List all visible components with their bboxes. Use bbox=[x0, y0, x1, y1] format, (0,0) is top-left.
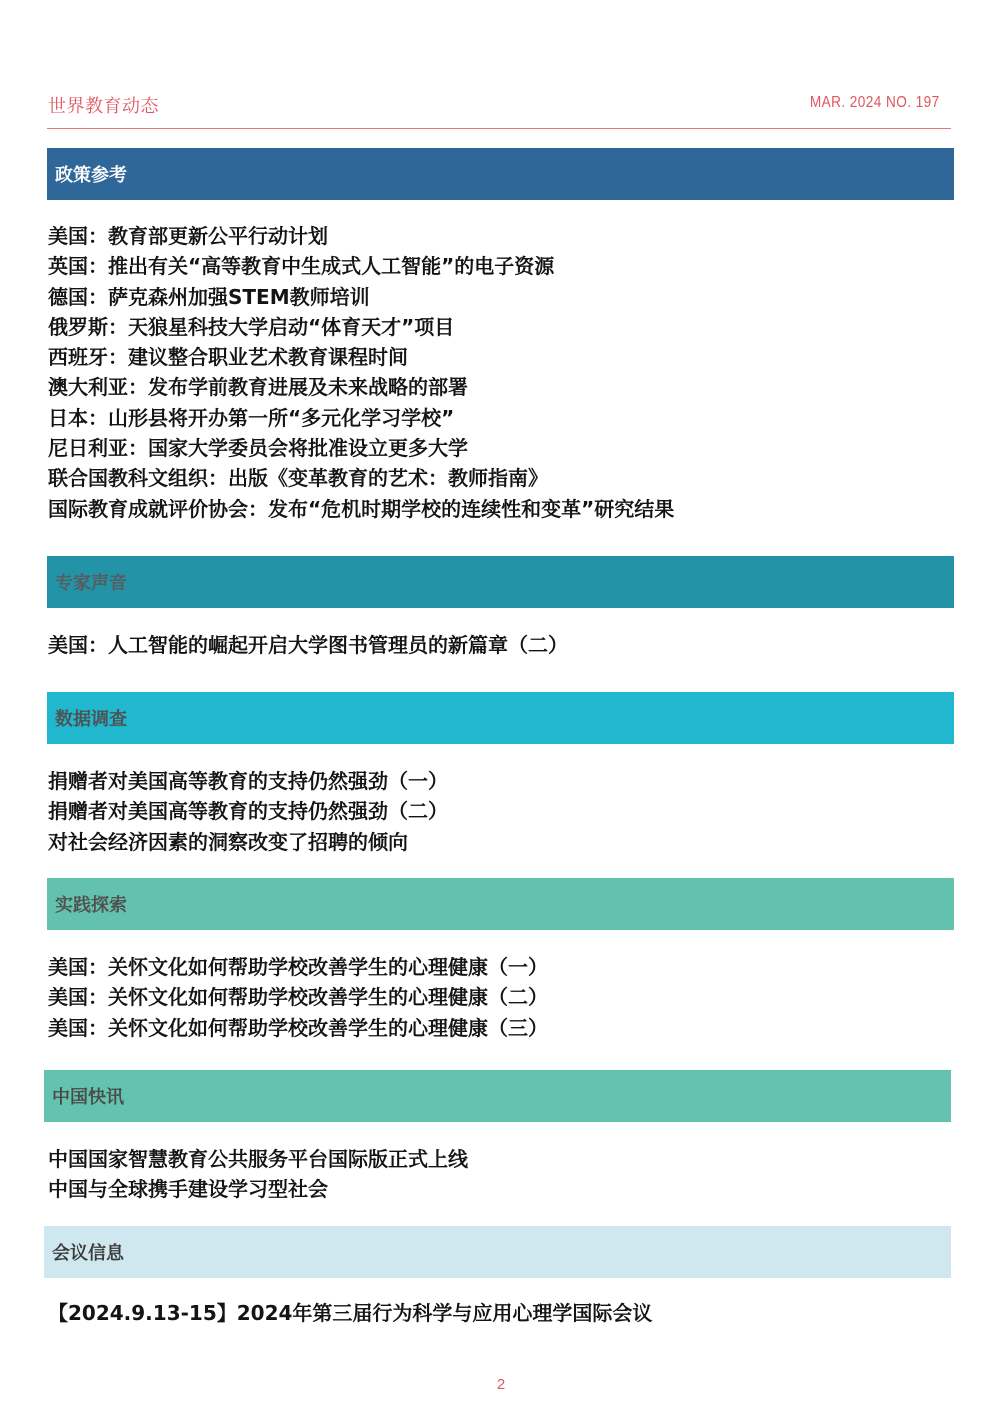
section-title-data: 数据调查 bbox=[55, 709, 127, 730]
toc-item[interactable]: 尼日利亚：国家大学委员会将批准设立更多大学 bbox=[48, 436, 468, 461]
toc-item[interactable]: 中国国家智慧教育公共服务平台国际版正式上线 bbox=[48, 1147, 468, 1171]
practice-list bbox=[48, 952, 548, 1043]
section-header-china bbox=[44, 1070, 951, 1122]
section-title-practice: 实践探索 bbox=[55, 895, 127, 916]
policy-list bbox=[48, 221, 674, 524]
toc-item[interactable]: 英国：推出有关“高等教育中生成式人工智能”的电子资源 bbox=[48, 254, 555, 279]
toc-item[interactable]: 中国与全球携手建设学习型社会 bbox=[48, 1177, 328, 1202]
section-header-practice bbox=[47, 878, 954, 930]
data-list bbox=[48, 766, 448, 857]
section-title-china: 中国快讯 bbox=[52, 1087, 124, 1108]
section-title-meeting: 会议信息 bbox=[52, 1243, 124, 1264]
toc-item[interactable]: 国际教育成就评价协会：发布“危机时期学校的连续性和变革”研究结果 bbox=[48, 496, 675, 521]
toc-item[interactable]: 德国：萨克森州加强STEM教师培训 bbox=[48, 284, 370, 309]
issue-label: MAR. 2024 NO. 197 bbox=[810, 94, 940, 111]
toc-item[interactable]: 对社会经济因素的洞察改变了招聘的倾向 bbox=[48, 829, 408, 854]
section-header-data bbox=[47, 692, 954, 744]
header-divider bbox=[47, 128, 951, 129]
toc-item[interactable]: 西班牙：建议整合职业艺术教育课程时间 bbox=[48, 345, 408, 370]
section-title-expert: 专家声音 bbox=[55, 573, 127, 594]
section-title-policy: 政策参考 bbox=[55, 165, 127, 186]
toc-item[interactable]: 美国：关怀文化如何帮助学校改善学生的心理健康（二） bbox=[48, 985, 548, 1010]
meeting-list bbox=[48, 1298, 652, 1328]
publication-title: 世界教育动态 bbox=[48, 96, 159, 117]
toc-item[interactable]: 日本：山形县将开办第一所“多元化学习学校” bbox=[48, 405, 455, 430]
page-number: 2 bbox=[496, 1376, 506, 1393]
section-header-policy bbox=[47, 148, 954, 200]
toc-item[interactable]: 美国：人工智能的崛起开启大学图书管理员的新篇章（二） bbox=[48, 633, 568, 657]
toc-item[interactable]: 美国：关怀文化如何帮助学校改善学生的心理健康（三） bbox=[48, 1015, 548, 1040]
china-list bbox=[48, 1144, 468, 1205]
toc-item[interactable]: 俄罗斯：天狼星科技大学启动“体育天才”项目 bbox=[48, 314, 455, 339]
section-header-expert bbox=[47, 556, 954, 608]
toc-item[interactable]: 联合国教科文组织：出版《变革教育的艺术：教师指南》 bbox=[48, 466, 548, 491]
expert-list bbox=[48, 630, 568, 660]
toc-item[interactable]: 捐赠者对美国高等教育的支持仍然强劲（二） bbox=[48, 799, 448, 824]
toc-item[interactable]: 捐赠者对美国高等教育的支持仍然强劲（一） bbox=[48, 769, 448, 793]
toc-item[interactable]: 美国：关怀文化如何帮助学校改善学生的心理健康（一） bbox=[48, 955, 548, 979]
toc-item[interactable]: 【2024.9.13-15】2024年第三届行为科学与应用心理学国际会议 bbox=[48, 1301, 653, 1325]
toc-item[interactable]: 澳大利亚：发布学前教育进展及未来战略的部署 bbox=[48, 375, 468, 400]
toc-item[interactable]: 美国：教育部更新公平行动计划 bbox=[48, 224, 328, 248]
section-header-meeting bbox=[44, 1226, 951, 1278]
